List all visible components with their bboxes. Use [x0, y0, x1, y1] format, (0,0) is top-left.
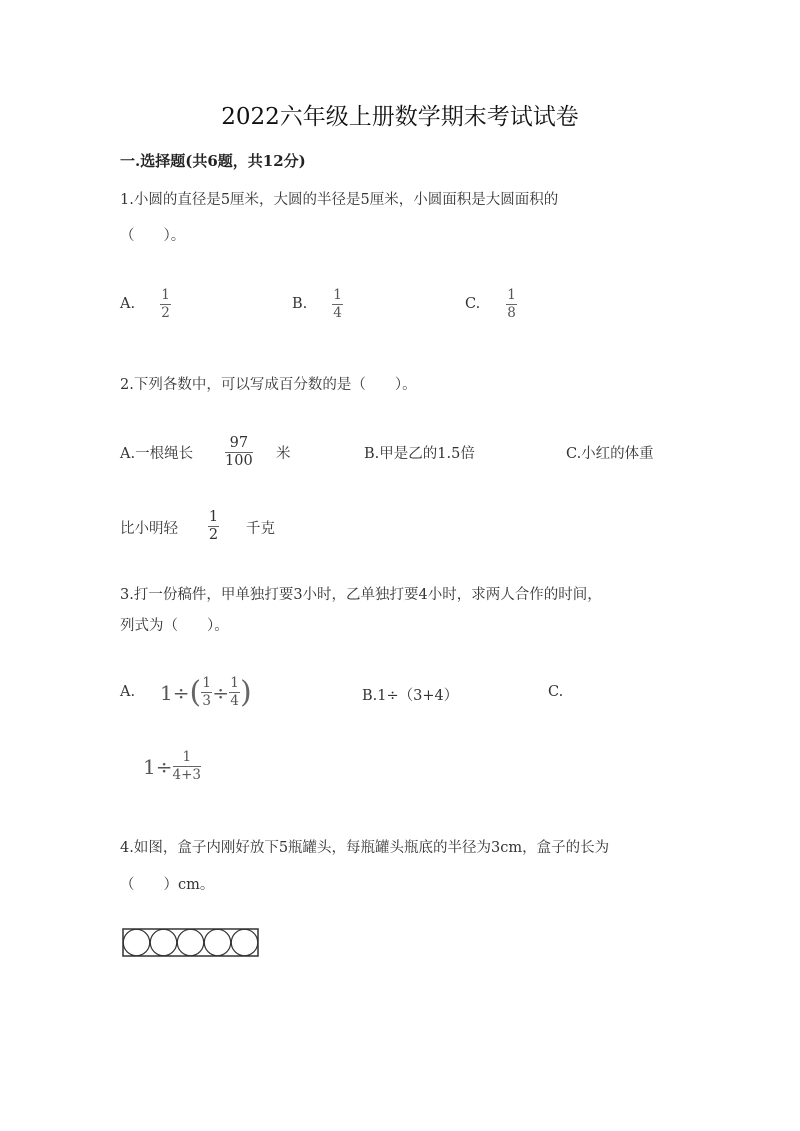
q1-option-a-numerator: 1: [161, 287, 170, 303]
can-circle: [123, 929, 149, 955]
q1-stem-line1: 1.小圆的直径是5厘米，大圆的半径是5厘米，小圆面积是大圆面积的: [120, 192, 559, 208]
q2-option-c-fraction: [208, 510, 219, 543]
q3-option-a-expression: [160, 676, 252, 709]
divide-sign: ÷: [155, 754, 173, 779]
q3-option-c-expression: [143, 750, 201, 783]
box-outline: [123, 929, 258, 956]
q4-stem-line2: （ ）cm。: [120, 877, 215, 893]
q1-option-c-denominator: 8: [507, 305, 516, 321]
q1-option-c-numerator: 1: [507, 287, 516, 303]
q1-option-b-denominator: 4: [333, 305, 342, 321]
q3-option-c-label: C.: [548, 684, 564, 700]
q2-option-a-fraction: [225, 436, 253, 469]
left-paren: (: [189, 674, 202, 710]
q2-option-c-text: C.小红的体重: [566, 446, 654, 462]
q3-option-a-fraction-2: [229, 676, 240, 709]
can-circle: [150, 929, 176, 955]
can-circle: [177, 929, 203, 955]
q3-option-a-fraction-1: [201, 676, 212, 709]
denominator: 4+3: [172, 767, 201, 783]
q1-option-c-fraction: [506, 288, 517, 321]
q2-option-c-continued: 比小明轻: [120, 521, 178, 537]
q3-stem-line1: 3.打一份稿件，甲单独打要3小时，乙单独打要4小时，求两人合作的时间，: [120, 587, 602, 603]
q2-stem: 2.下列各数中，可以写成百分数的是（ ）。: [120, 377, 417, 393]
denominator: 4: [230, 693, 239, 709]
divide-sign: ÷: [212, 680, 229, 705]
q2-option-b-text: B.甲是乙的1.5倍: [364, 446, 475, 462]
q1-option-c-label: C.: [465, 296, 481, 312]
q4-box-figure: [122, 928, 260, 958]
q2-option-a-denominator: 100: [225, 453, 253, 469]
q1-option-a-fraction: [160, 288, 171, 321]
numerator: 1: [230, 675, 239, 691]
q3-option-a-one: 1: [160, 680, 173, 705]
section-heading: 一.选择题(共6题，共12分): [120, 152, 306, 170]
numerator: 1: [182, 749, 192, 765]
q1-option-b-numerator: 1: [333, 287, 342, 303]
denominator: 3: [202, 693, 212, 709]
right-paren: ): [239, 674, 252, 710]
can-circle: [231, 929, 257, 955]
divide-sign: ÷: [172, 680, 190, 705]
q1-option-a-denominator: 2: [161, 305, 170, 321]
q2-option-a-unit: 米: [276, 446, 291, 462]
can-circles: [123, 929, 257, 955]
q3-stem-line2: 列式为（ ）。: [120, 618, 229, 634]
q1-option-b-label: B.: [292, 296, 308, 312]
q1-stem-line2: （ ）。: [120, 228, 186, 244]
q3-option-c-one: 1: [143, 754, 156, 779]
q3-option-a-label: A.: [120, 684, 136, 700]
q3-option-c-fraction: [173, 750, 202, 783]
q4-stem-line1: 4.如图，盒子内刚好放下5瓶罐头，每瓶罐头瓶底的半径为3cm，盒子的长为: [120, 840, 610, 856]
q2-option-c-numerator: 1: [208, 509, 219, 525]
page-title: 2022六年级上册数学期末考试试卷: [221, 104, 579, 130]
q2-option-a-numerator: 97: [229, 435, 249, 451]
q1-option-a-label: A.: [120, 296, 136, 312]
can-circle: [204, 929, 230, 955]
q2-option-c-denominator: 2: [208, 527, 219, 543]
q1-option-b-fraction: [332, 288, 343, 321]
q3-option-b-text: B.1÷（3+4）: [362, 688, 459, 704]
q2-option-a-text: A.一根绳长: [120, 446, 194, 462]
numerator: 1: [202, 675, 212, 691]
q2-option-c-unit: 千克: [246, 521, 275, 537]
